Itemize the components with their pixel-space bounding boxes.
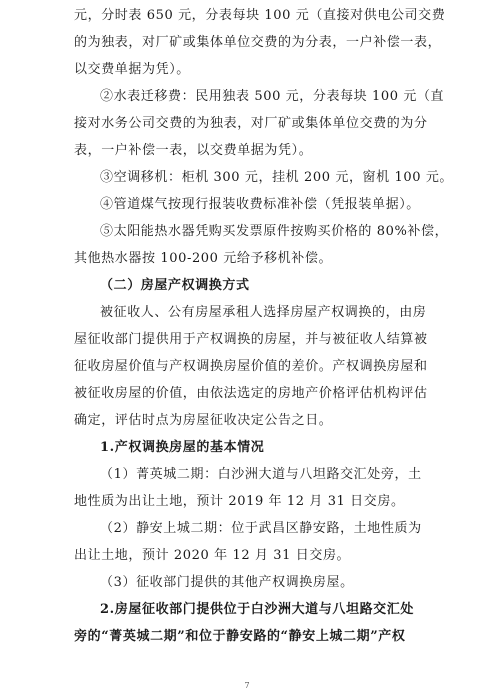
paragraph-line: 征收房屋价值与产权调换房屋价值的差价。产权调换房屋和 xyxy=(74,359,428,374)
paragraph-line: 出让土地，预计 2020 年 12 月 31 日交房。 xyxy=(74,548,351,563)
paragraph-line: （2）静安上城二期：位于武昌区静安路，土地性质为 xyxy=(100,521,422,536)
paragraph-line: 确定，评估时点为房屋征收决定公告之日。 xyxy=(74,413,333,428)
subsection-heading: 1.产权调换房屋的基本情况 xyxy=(100,440,265,455)
section-heading: （二）房屋产权调换方式 xyxy=(100,278,250,293)
page-number: 7 xyxy=(244,681,250,690)
paragraph-line: 屋征收部门提供用于产权调换的房屋，并与被征收人结算被 xyxy=(74,332,428,347)
paragraph-line: 地性质为出让土地，预计 2019 年 12 月 31 日交房。 xyxy=(74,494,405,509)
paragraph-line: 表，一户补偿一表，以交费单据为凭）。 xyxy=(74,143,313,158)
paragraph-line: 旁的“菁英城二期”和位于静安路的“静安上城二期”产权 xyxy=(74,629,406,644)
paragraph-line: ③空调移机：柜机 300 元，挂机 200 元，窗机 100 元。 xyxy=(100,170,454,185)
paragraph-line: 被征收房屋的价值，由依法选定的房地产价格评估机构评估 xyxy=(74,386,428,401)
paragraph-line: ⑤太阳能热水器凭购买发票原件按购买价格的 80%补偿， xyxy=(100,224,449,239)
paragraph-line: 被征收人、公有房屋承租人选择房屋产权调换的，由房 xyxy=(100,305,427,320)
paragraph-line: 接对水务公司交费的为独表，对厂矿或集体单位交费的为分 xyxy=(74,116,428,131)
paragraph-line: ④管道煤气按现行报装收费标准补偿（凭报装单据）。 xyxy=(100,197,420,212)
paragraph-line: 的为独表，对厂矿或集体单位交费的为分表，一户补偿一表， xyxy=(74,35,442,50)
paragraph-line: 其他热水器按 100-200 元给予移机补偿。 xyxy=(74,251,333,266)
paragraph-line: （3）征收部门提供的其他产权调换房屋。 xyxy=(100,575,354,590)
subsection-heading: 2.房屋征收部门提供位于白沙洲大道与八坦路交汇处 xyxy=(100,602,414,617)
paragraph-line: （1）菁英城二期：白沙洲大道与八坦路交汇处旁，土 xyxy=(100,467,422,482)
paragraph-line: ②水表迁移费：民用独表 500 元，分表每块 100 元（直 xyxy=(100,89,445,104)
paragraph-line: 元，分时表 650 元，分表每块 100 元（直接对供电公司交费 xyxy=(74,8,446,23)
paragraph-line: 以交费单据为凭）。 xyxy=(74,62,190,77)
